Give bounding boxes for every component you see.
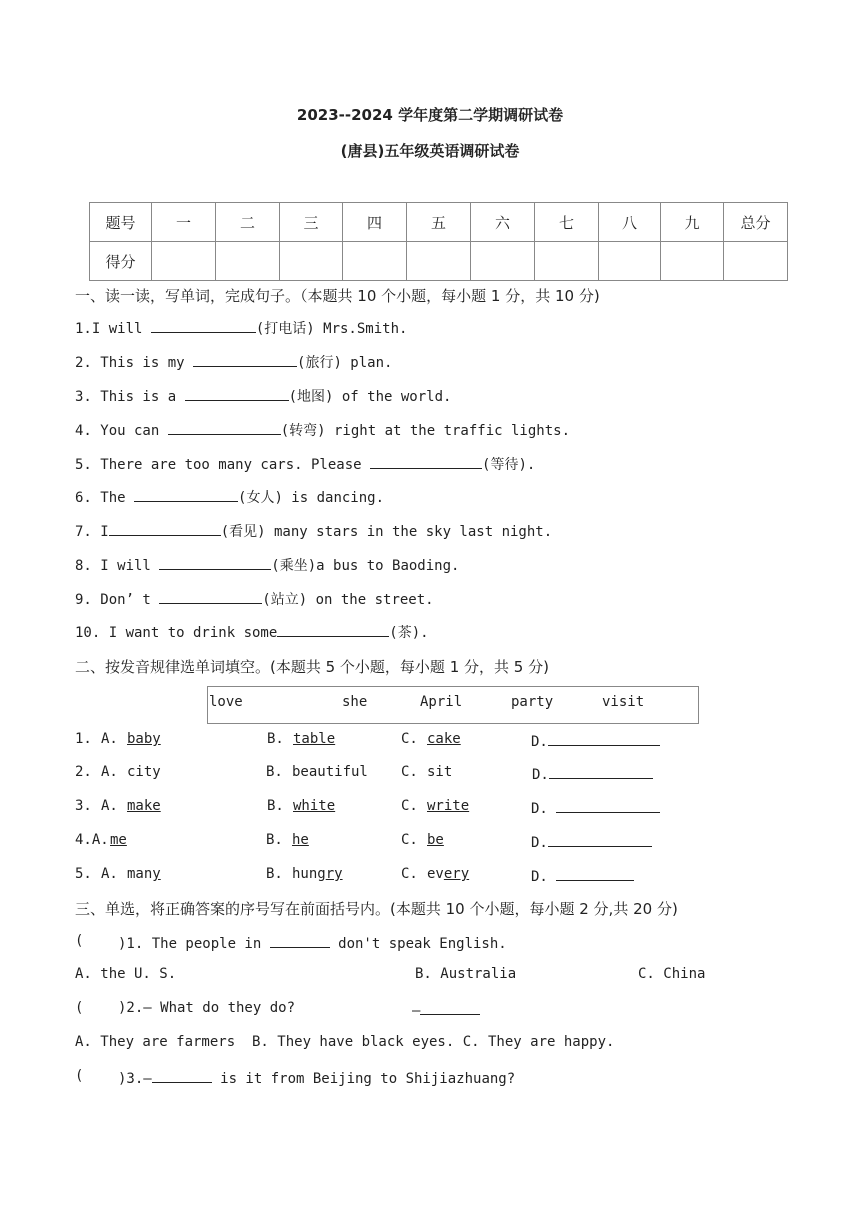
answer-blank[interactable] [185,386,289,401]
option-b-word: table [293,731,336,747]
answer-blank[interactable] [556,798,660,813]
score-input-cell[interactable] [343,242,407,281]
option-c-label: C. [401,832,418,848]
word-bank-box [207,686,699,724]
section3-heading: 三、单选，将正确答案的序号写在前面括号内。(本题共 10 个小题，每小题 2 分,共 20 分) [75,900,678,918]
word-bank-word: April [420,694,463,710]
option-c: C. China [638,966,706,982]
option-a: A. the U. S. [75,966,177,982]
score-input-cell[interactable] [599,242,661,281]
option-b-word: beautiful [292,764,368,780]
score-cell: 得分 [90,242,152,281]
question-line [118,1068,515,1087]
question-text: 4. You can [75,423,168,439]
option-b-label: B. [267,798,284,814]
question-text: don't speak English. [329,936,507,952]
dash: — [412,1003,421,1019]
question-line [75,555,459,575]
question-text: 10. I want to drink some [75,625,278,641]
question-text: (茶). [389,625,429,641]
question-line [75,386,451,406]
question-text: (站立) on the street. [262,592,434,608]
answer-line [412,1000,480,1019]
option-d-text: D. [531,835,548,851]
option-a-word [127,866,161,882]
exam-subtitle: (唐县)五年级英语调研试卷 [340,142,520,160]
q1-open-paren: ( [75,933,84,949]
answer-blank[interactable] [168,420,281,435]
score-input-cell[interactable] [535,242,599,281]
question-text: (地图) of the world. [288,389,452,405]
score-table-score-row [90,242,788,281]
score-input-cell[interactable] [152,242,216,281]
score-cell: 题号 [90,203,152,242]
question-line [75,352,392,372]
answer-blank[interactable] [420,1000,480,1015]
question-text: 6. The [75,490,135,506]
answer-blank[interactable] [548,832,652,847]
question-line [75,454,535,474]
word-part-underlined: y [152,866,161,882]
score-input-cell[interactable] [216,242,280,281]
word-part-underlined: ery [443,866,470,882]
option-b-word: white [293,798,336,814]
option-d-label [531,866,634,885]
word-part-underlined: ry [325,866,343,882]
score-input-cell[interactable] [407,242,471,281]
question-text: (女人) is dancing. [238,490,385,506]
phonics-row-number: 4.A. [75,832,109,848]
question-text: )1. The people in [118,936,270,952]
question-text: (等待). [482,457,536,473]
question-line [75,420,570,440]
score-input-cell[interactable] [724,242,788,281]
option-d-text: D. [531,801,548,817]
question-line [118,933,507,952]
question-text: is it from Beijing to Shijiazhuang? [211,1071,516,1087]
option-b: B. Australia [415,966,517,982]
score-cell: 五 [407,203,471,242]
word-bank-word: she [342,694,368,710]
score-cell: 一 [152,203,216,242]
option-c-label: C. [401,866,418,882]
word-bank-word: party [511,694,554,710]
score-table-header-row [90,203,788,242]
question-text: (旅行) plan. [297,355,393,371]
option-b-label: B. [267,731,284,747]
option-a-word: me [110,832,127,848]
answer-blank[interactable] [548,731,660,746]
word-part: hung [292,866,326,882]
option-a-label: A. [101,798,118,814]
option-a-label: A. [101,731,118,747]
answer-blank[interactable] [556,866,634,881]
option-b-word [292,866,343,882]
question-text: 2. This is my [75,355,194,371]
option-c-label: C. [401,764,418,780]
question-line [75,589,434,609]
option-a-word: make [127,798,161,814]
answer-paren-box[interactable] [85,1066,113,1084]
question-text: 9. Don’ t [75,592,160,608]
word-bank-word: visit [602,694,645,710]
exam-title: 2023--2024 学年度第二学期调研试卷 [296,106,564,124]
phonics-row-number: 5. [75,866,92,882]
question-text: (乘坐)a bus to Baoding. [271,558,460,574]
word-bank-word: love [209,694,243,710]
question-line [75,487,384,507]
option-d-label [532,764,653,783]
question-line [75,318,407,338]
option-b-label: B. [266,764,283,780]
answer-blank[interactable] [270,933,330,948]
score-input-cell[interactable] [471,242,535,281]
option-b-label: B. [266,866,283,882]
option-c-word: be [427,832,444,848]
answer-blank[interactable] [152,1068,212,1083]
score-cell: 总分 [724,203,788,242]
score-table [89,202,788,281]
answer-blank[interactable] [151,318,256,333]
answer-blank[interactable] [134,487,238,502]
phonics-row-number: 1. [75,731,92,747]
question-text: (打电话) Mrs.Smith. [255,321,408,337]
option-b-label: B. [266,832,283,848]
option-a-word: baby [127,731,161,747]
option-d-text: D. [531,869,548,885]
option-c-word: write [427,798,470,814]
answer-blank[interactable] [159,555,271,570]
question-text: 8. I will [75,558,160,574]
question-text: 5. There are too many cars. Please [75,457,371,473]
answer-blank[interactable] [109,521,221,536]
question-text: (看见) many stars in the sky last night. [220,524,553,540]
score-input-cell[interactable] [661,242,724,281]
option-d-label [531,798,660,817]
answer-blank[interactable] [370,454,482,469]
score-cell: 八 [599,203,661,242]
option-c-label: C. [401,798,418,814]
question-text: 7. I [75,524,109,540]
answer-paren-box[interactable] [85,931,113,949]
q2-options: A. They are farmers B. They have black eyes. C. They are happy. [75,1034,615,1050]
score-cell: 三 [280,203,343,242]
option-b-word: he [292,832,309,848]
word-part: ev [427,866,444,882]
option-c-label: C. [401,731,418,747]
option-d-label [531,832,652,851]
phonics-row-number: 3. [75,798,92,814]
option-a-word: city [127,764,161,780]
option-d-text: D. [531,734,548,750]
question-line [75,622,429,642]
question-line [75,521,552,541]
score-cell: 四 [343,203,407,242]
answer-blank[interactable] [159,589,262,604]
score-input-cell[interactable] [280,242,343,281]
option-c-word [427,866,469,882]
word-part: man [127,866,153,882]
q3-open-paren: ( [75,1068,84,1084]
question-text: (转弯) right at the traffic lights. [280,423,571,439]
option-a-label: A. [101,764,118,780]
question-text: )2.— What do they do? [118,1000,296,1016]
q2-open-paren: ( [75,1000,84,1016]
answer-blank[interactable] [549,764,653,779]
score-cell: 二 [216,203,280,242]
score-cell: 七 [535,203,599,242]
section2-heading: 二、按发音规律选单词填空。(本题共 5 个小题，每小题 1 分，共 5 分) [75,658,549,676]
answer-paren-box[interactable] [85,998,113,1016]
question-text: 3. This is a [75,389,185,405]
option-c-word: sit [427,764,453,780]
option-d-label [531,731,660,750]
option-d-text: D. [532,767,549,783]
answer-blank[interactable] [193,352,297,367]
option-c-word: cake [427,731,461,747]
answer-blank[interactable] [277,622,389,637]
option-a-label: A. [101,866,118,882]
phonics-row-number: 2. [75,764,92,780]
score-cell: 九 [661,203,724,242]
question-text: )3.— [118,1071,152,1087]
score-cell: 六 [471,203,535,242]
question-text: 1.I will [75,321,151,337]
section1-heading: 一、读一读，写单词，完成句子。（本题共 10 个小题，每小题 1 分，共 10 分) [75,287,600,305]
